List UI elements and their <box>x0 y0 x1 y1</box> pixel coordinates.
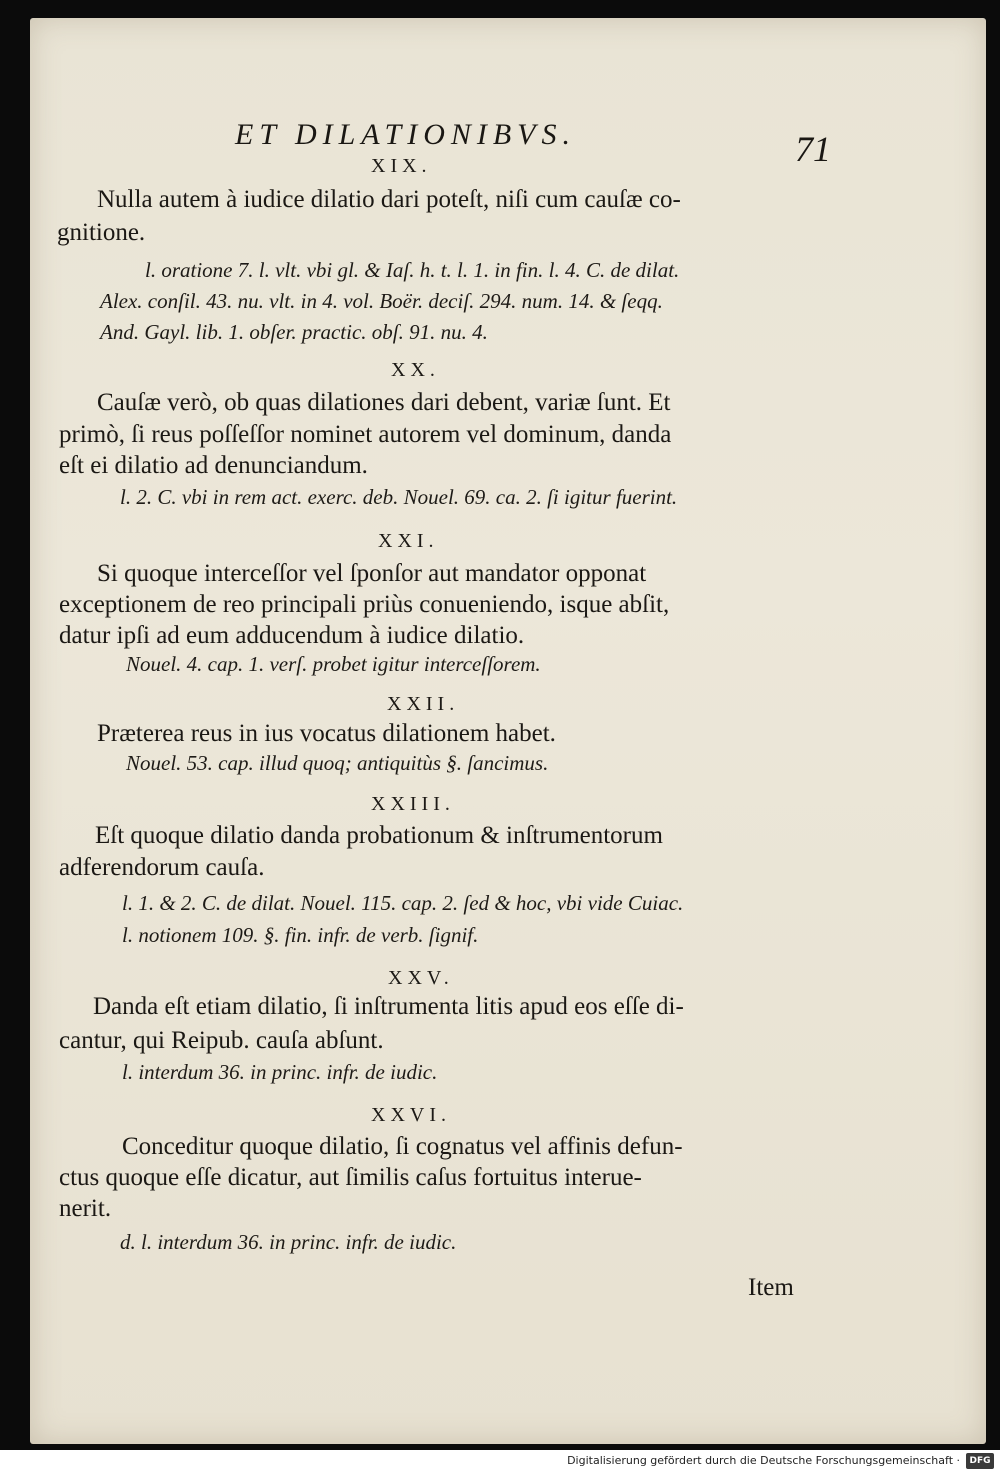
section-text-line: Eſt quoque dilatio danda probationum & inſtrumentorum <box>95 822 663 849</box>
section-text-line: adferendorum cauſa. <box>59 854 265 881</box>
section-text-line: Conceditur quoque dilatio, ſi cognatus vel affinis defun- <box>122 1133 683 1160</box>
running-title: ET DILATIONIBVS. <box>235 118 577 151</box>
section-numeral: XXVI. <box>371 1104 451 1126</box>
section-text-line: exceptionem de reo principali priùs conueniendo, isque abſit, <box>59 591 670 618</box>
section-text-line: Danda eſt etiam dilatio, ſi inſtrumenta litis apud eos eſſe di- <box>93 993 684 1020</box>
section-text-line: cantur, qui Reipub. cauſa abſunt. <box>59 1027 384 1054</box>
citation-line: Nouel. 53. cap. illud quoq; antiquitùs §. ſancimus. <box>126 751 549 775</box>
section-numeral: XXV. <box>388 967 454 989</box>
citation-line: l. interdum 36. in princ. infr. de iudic. <box>122 1060 438 1084</box>
catchword: Item <box>748 1274 794 1301</box>
section-text-line: primò, ſi reus poſſeſſor nominet autorem vel dominum, danda <box>59 421 672 448</box>
section-text-line: Cauſæ verò, ob quas dilationes dari debent, variæ ſunt. Et <box>97 389 671 416</box>
section-text-line: ctus quoque eſſe dicatur, aut ſimilis caſus fortuitus interue- <box>59 1164 642 1191</box>
digitization-footer <box>0 1450 1000 1474</box>
dfg-logo-icon: DFG <box>966 1453 994 1469</box>
section-numeral: XXI. <box>378 530 439 552</box>
citation-line: And. Gayl. lib. 1. obſer. practic. obſ. 91. nu. 4. <box>100 320 488 344</box>
citation-line: d. l. interdum 36. in princ. infr. de iudic. <box>120 1230 457 1254</box>
footer-credit: Digitalisierung gefördert durch die Deutsche Forschungsgemeinschaft · <box>567 1454 960 1467</box>
book-page <box>30 18 986 1444</box>
citation-line: Alex. conſil. 43. nu. vlt. in 4. vol. Boër. deciſ. 294. num. 14. & ſeqq. <box>100 289 663 313</box>
section-text-line: datur ipſi ad eum adducendum à iudice dilatio. <box>59 622 525 649</box>
citation-line: l. 1. & 2. C. de dilat. Nouel. 115. cap. 2. ſed & hoc, vbi vide Cuiac. <box>122 891 684 915</box>
citation-line: l. oratione 7. l. vlt. vbi gl. & Iaſ. h. t. l. 1. in fin. l. 4. C. de dilat. <box>145 258 680 282</box>
section-text-line: eſt ei dilatio ad denunciandum. <box>59 452 368 479</box>
section-text-line: Si quoque interceſſor vel ſponſor aut mandator opponat <box>97 560 647 587</box>
page-number: 71 <box>795 129 831 169</box>
section-numeral: XXIII. <box>371 793 455 815</box>
citation-line: l. notionem 109. §. fin. infr. de verb. ſignif. <box>122 923 479 947</box>
citation-line: l. 2. C. vbi in rem act. exerc. deb. Nouel. 69. ca. 2. ſi igitur fuerint. <box>120 485 678 509</box>
section-text-line: Nulla autem à iudice dilatio dari poteſt, niſi cum cauſæ co- <box>97 186 681 213</box>
section-text-line: nerit. <box>59 1195 112 1222</box>
section-numeral: XXII. <box>387 693 460 715</box>
section-numeral: XIX. <box>371 155 432 177</box>
section-text-line: Præterea reus in ius vocatus dilationem habet. <box>97 720 556 747</box>
section-text-line: gnitione. <box>57 219 146 246</box>
section-numeral: XX. <box>391 359 440 381</box>
citation-line: Nouel. 4. cap. 1. verſ. probet igitur interceſſorem. <box>126 652 541 676</box>
